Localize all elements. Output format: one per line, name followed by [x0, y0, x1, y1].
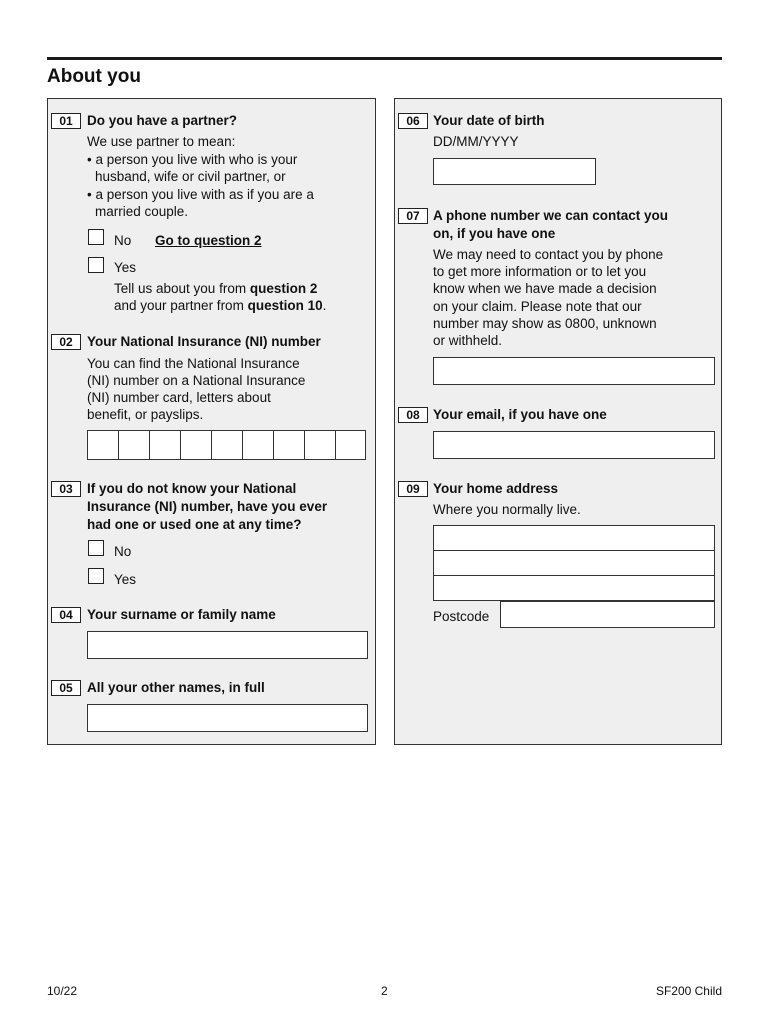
question-title-09: Your home address [433, 481, 559, 496]
q03-yes-label: Yes [114, 572, 137, 587]
footer-form-code: SF200 Child [655, 984, 722, 998]
ni-char-box[interactable] [305, 431, 336, 459]
q02-help-line1: You can find the National Insurance [87, 356, 300, 371]
footer-date: 10/22 [47, 984, 78, 998]
q01-yes-label: Yes [114, 260, 137, 275]
q01-bullet-1-cont: husband, wife or civil partner, or [95, 169, 286, 184]
footer-page-number: 2 [381, 984, 388, 998]
question-title-01: Do you have a partner? [87, 113, 238, 128]
q07-help-line2: to get more information or to let you [433, 264, 647, 279]
ni-char-box[interactable] [119, 431, 150, 459]
q02-help-line2: (NI) number on a National Insurance [87, 373, 306, 388]
question-number-03: 03 [51, 481, 81, 497]
address-line-2-field[interactable] [433, 550, 715, 576]
question-number-09: 09 [398, 481, 428, 497]
q01-yes-checkbox[interactable] [88, 257, 104, 273]
date-of-birth-field[interactable] [433, 158, 596, 185]
right-panel [394, 98, 722, 745]
question-number-07: 07 [398, 208, 428, 224]
section-title: About you [47, 66, 141, 87]
ni-number-field[interactable] [87, 430, 366, 460]
q07-help-line6: or withheld. [433, 333, 503, 348]
q01-yes-note-line1: Tell us about you from question 2 [114, 281, 318, 296]
phone-number-field[interactable] [433, 357, 715, 385]
question-number-08: 08 [398, 407, 428, 423]
question-number-06: 06 [398, 113, 428, 129]
q01-no-checkbox[interactable] [88, 229, 104, 245]
question-number-02: 02 [51, 334, 81, 350]
question-number-04: 04 [51, 607, 81, 623]
top-rule [47, 57, 722, 60]
ni-char-box[interactable] [336, 431, 367, 459]
q09-hint: Where you normally live. [433, 502, 581, 517]
q07-help-line3: know when we have made a decision [433, 281, 657, 296]
question-title-03-line3: had one or used one at any time? [87, 517, 302, 532]
ni-char-box[interactable] [150, 431, 181, 459]
question-title-08: Your email, if you have one [433, 407, 607, 422]
question-title-04: Your surname or family name [87, 607, 276, 622]
question-title-07-line1: A phone number we can contact you [433, 208, 669, 223]
q01-no-label: No [114, 233, 132, 248]
question-number-01: 01 [51, 113, 81, 129]
question-title-05: All your other names, in full [87, 680, 265, 695]
q01-bullet-1: • a person you live with who is your [87, 152, 298, 167]
q03-yes-checkbox[interactable] [88, 568, 104, 584]
q01-goto-link[interactable]: Go to question 2 [155, 233, 262, 248]
surname-field[interactable] [87, 631, 368, 659]
question-number-05: 05 [51, 680, 81, 696]
q01-intro: We use partner to mean: [87, 134, 236, 149]
ni-char-box[interactable] [181, 431, 212, 459]
q07-help-line5: number may show as 0800, unknown [433, 316, 657, 331]
ni-char-box[interactable] [212, 431, 243, 459]
q02-help-line4: benefit, or payslips. [87, 407, 204, 422]
question-title-03-line2: Insurance (NI) number, have you ever [87, 499, 328, 514]
address-line-3-field[interactable] [433, 575, 715, 601]
q07-help-line1: We may need to contact you by phone [433, 247, 664, 262]
q01-bullet-2: • a person you live with as if you are a [87, 187, 314, 202]
q06-hint: DD/MM/YYYY [433, 134, 519, 149]
q02-help-line3: (NI) number card, letters about [87, 390, 271, 405]
ni-char-box[interactable] [88, 431, 119, 459]
q07-help-line4: on your claim. Please note that our [433, 299, 642, 314]
question-title-03-line1: If you do not know your National [87, 481, 297, 496]
other-names-field[interactable] [87, 704, 368, 732]
q01-bullet-2-cont: married couple. [95, 204, 189, 219]
q01-yes-note-line2: and your partner from question 10. [114, 298, 327, 313]
question-title-07-line2: on, if you have one [433, 226, 556, 241]
q03-no-label: No [114, 544, 132, 559]
postcode-label: Postcode [433, 609, 490, 624]
ni-char-box[interactable] [243, 431, 274, 459]
q03-no-checkbox[interactable] [88, 540, 104, 556]
email-field[interactable] [433, 431, 715, 459]
address-line-1-field[interactable] [433, 525, 715, 551]
left-panel [47, 98, 376, 745]
postcode-field[interactable] [500, 601, 715, 628]
ni-char-box[interactable] [274, 431, 305, 459]
question-title-02: Your National Insurance (NI) number [87, 334, 321, 349]
question-title-06: Your date of birth [433, 113, 545, 128]
